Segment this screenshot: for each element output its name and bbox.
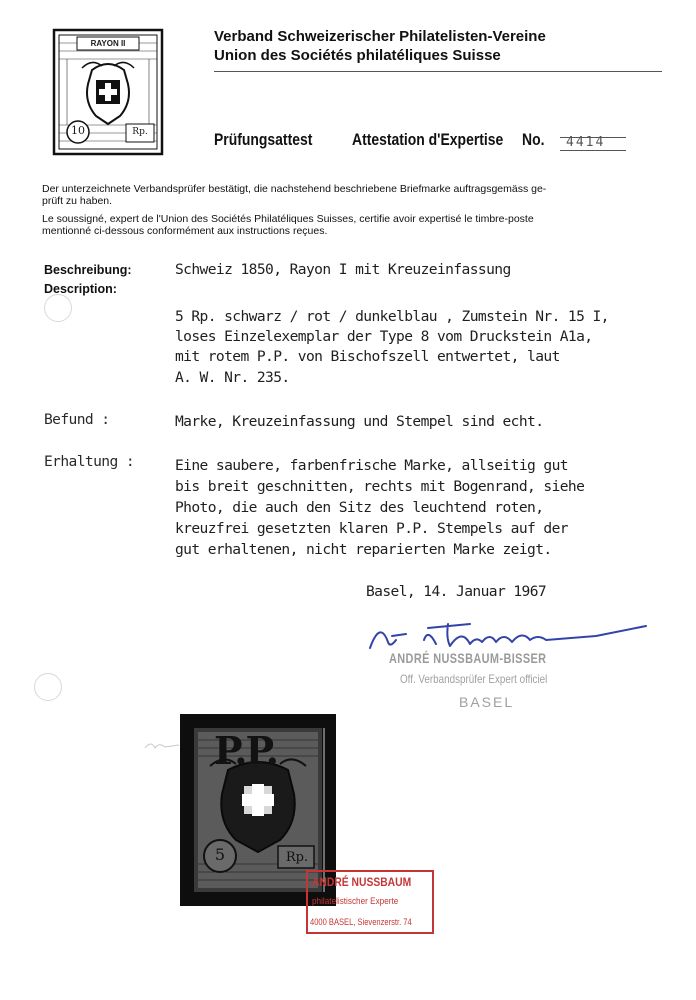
emblem-unit: Rp. [132,127,148,137]
erhaltung-line-1: Eine saubere, farbenfrische Marke, allseitig gut [175,457,568,474]
signatory-name: ANDRÉ NUSSBAUM-BISSER [389,650,547,666]
org-name-de: Verband Schweizerischer Philatelisten-Vereine [214,28,546,45]
description-line-5: A. W. Nr. 235. [175,369,290,386]
signatory-city: BASEL [459,694,515,710]
stamp-unit: Rp. [285,850,309,865]
signatory-role: Off. Verbandsprüfer Expert officiel [400,672,548,686]
description-label: Description: [44,282,117,296]
red-stamp-line1: ANDRÉ NUSSBAUM [312,875,412,889]
erhaltung-label: Erhaltung : [44,453,135,470]
erhaltung-line-2: bis breit geschnitten, rechts mit Bogenrand, siehe [175,478,585,495]
handwritten-signature-icon [366,614,666,654]
red-stamp-line3: 4000 BASEL, Sievenzerstr. 74 [310,917,412,927]
certificate-number-box [560,137,626,151]
intro-fr-line1: Le soussigné, expert de l'Union des Sociétés Philatéliques Suisses, certifie avoir expertisé le timbre-poste [42,213,534,225]
punch-hole-top [44,294,72,322]
header-rule [214,71,662,72]
org-name-fr: Union des Sociétés philatéliques Suisse [214,47,501,64]
stamp-overprint: P.P. [214,728,278,773]
erhaltung-line-3: Photo, die auch den Sitz des leuchtend roten, [175,499,544,516]
faint-handwriting-icon [143,738,183,752]
red-stamp-line2: philatelistischer Experte [312,896,399,907]
red-expert-stamp [306,870,434,934]
description-line-2: 5 Rp. schwarz / rot / dunkelblau , Zumstein Nr. 15 I, [175,308,609,325]
title-no-label: No. [522,130,545,149]
certificate-number: 4414 [566,135,606,150]
punch-hole-bottom [34,673,62,701]
intro-de-line1: Der unterzeichnete Verbandsprüfer bestätigt, die nachstehend beschriebene Briefmarke auftragsgemäss ge- [42,183,547,195]
description-line-1: Schweiz 1850, Rayon I mit Kreuzeinfassung [175,261,511,278]
place-date: Basel, 14. Januar 1967 [366,583,547,600]
description-line-4: mit rotem P.P. von Bischofszell entwertet, laut [175,348,560,365]
erhaltung-line-5: gut erhaltenen, nicht reparierten Marke zeigt. [175,541,552,558]
intro-fr-line2: mentionné ci-dessous conformément aux instructions reçues. [42,225,328,237]
title-de: Prüfungsattest [214,130,313,149]
stamp-value: 5 [214,845,226,864]
beschreibung-label: Beschreibung: [44,263,132,277]
befund-text: Marke, Kreuzeinfassung und Stempel sind echt. [175,413,544,430]
description-line-3: loses Einzelexemplar der Type 8 vom Druckstein A1a, [175,328,593,345]
emblem-logo [52,28,164,156]
emblem-top-text: RAYON II [90,39,126,48]
emblem-value: 10 [71,124,85,137]
befund-label: Befund : [44,411,110,428]
erhaltung-line-4: kreuzfrei gesetzten klaren P.P. Stempels auf der [175,520,568,537]
intro-de-line2: prüft zu haben. [42,195,113,207]
title-fr: Attestation d'Expertise [352,130,504,149]
